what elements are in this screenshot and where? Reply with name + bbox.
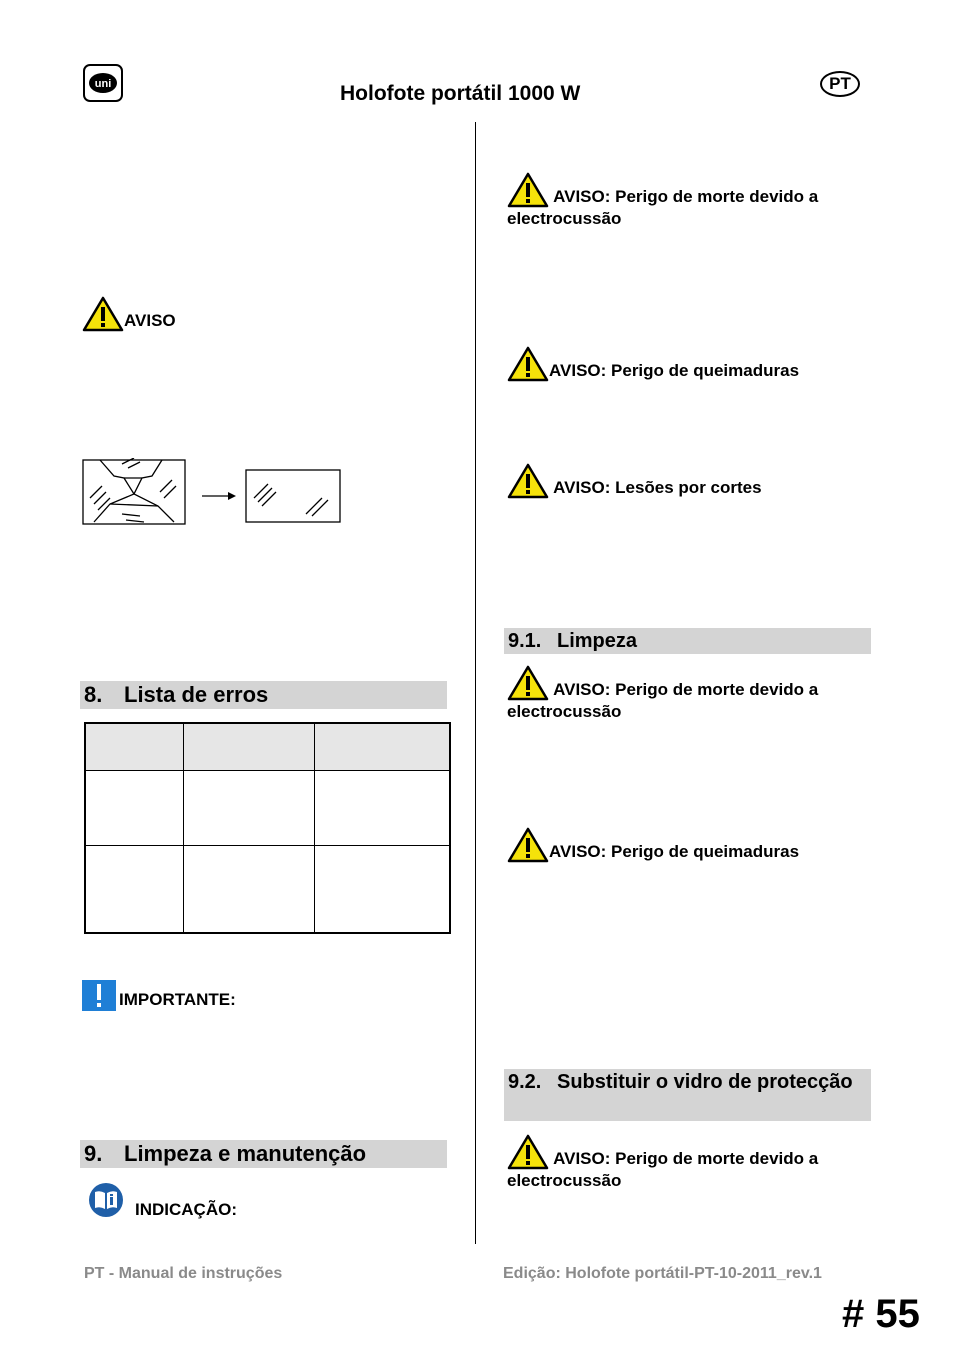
importante-note	[82, 980, 236, 1011]
warning-electrocution-2	[507, 665, 867, 723]
logo-mark-icon	[88, 72, 118, 94]
warning-burns-2	[507, 827, 799, 863]
table-cell	[184, 771, 315, 846]
warning-triangle-icon	[507, 827, 549, 863]
section-8-heading	[80, 681, 447, 709]
warning-burns-1-text: AVISO: Perigo de queimaduras	[549, 361, 800, 380]
section-9-1-title: Limpeza	[557, 630, 638, 652]
warning-triangle-icon	[507, 346, 549, 382]
manual-info-icon	[88, 1182, 124, 1218]
warning-triangle-icon	[507, 172, 549, 208]
section-9-number: 9.	[84, 1141, 103, 1166]
exclamation-icon	[82, 980, 116, 1011]
table-header-row	[85, 723, 450, 771]
aviso-warning	[82, 296, 176, 332]
warning-burns-1	[507, 346, 799, 382]
table-cell	[315, 771, 451, 846]
warning-cuts-text: AVISO: Lesões por cortes	[553, 478, 762, 497]
table-header-cell	[315, 723, 451, 771]
warning-electrocution-3	[507, 1134, 867, 1192]
svg-text:uni: uni	[94, 78, 112, 90]
error-list-table	[84, 722, 451, 934]
warning-electrocution-2-text: AVISO: Perigo de morte devido a electrocussão	[507, 680, 819, 721]
aviso-label: AVISO	[124, 311, 176, 330]
warning-electrocution-1-text: AVISO: Perigo de morte devido a electrocussão	[507, 187, 819, 228]
page-number: # 55	[842, 1292, 920, 1336]
section-8-title: Lista de erros	[124, 682, 269, 707]
section-9-1-heading	[504, 628, 871, 654]
warning-cuts	[507, 463, 762, 499]
warning-triangle-icon	[82, 296, 124, 332]
table-cell	[85, 771, 184, 846]
warning-triangle-icon	[507, 463, 549, 499]
footer-manual-label: PT - Manual de instruções	[84, 1265, 283, 1282]
table-header-cell	[184, 723, 315, 771]
footer-edition-label: Edição: Holofote portátil-PT-10-2011_rev.1	[503, 1265, 822, 1282]
importante-label: IMPORTANTE:	[119, 990, 236, 1009]
section-9-heading	[80, 1140, 447, 1168]
section-8-number: 8.	[84, 682, 103, 707]
warning-burns-2-text: AVISO: Perigo de queimaduras	[549, 842, 800, 861]
section-9-2-heading	[504, 1069, 871, 1121]
section-9-2-number: 9.2.	[508, 1071, 542, 1093]
table-header-cell	[85, 723, 184, 771]
indicacao-label: INDICAÇÃO:	[135, 1200, 237, 1219]
table-cell	[315, 846, 451, 934]
language-badge: PT	[820, 71, 860, 97]
table-cell	[184, 846, 315, 934]
brand-logo	[83, 64, 123, 102]
table-row	[85, 771, 450, 846]
warning-triangle-icon	[507, 1134, 549, 1170]
warning-triangle-icon	[507, 665, 549, 701]
column-divider	[475, 122, 476, 1244]
broken-glass-illustration	[82, 458, 344, 528]
table-row	[85, 846, 450, 934]
warning-electrocution-1	[507, 172, 867, 230]
section-9-1-number: 9.1.	[508, 630, 542, 652]
section-9-2-title: Substituir o vidro de protecção	[557, 1071, 853, 1093]
document-title: Holofote portátil 1000 W	[340, 82, 581, 105]
warning-electrocution-3-text: AVISO: Perigo de morte devido a electrocussão	[507, 1149, 819, 1190]
table-cell	[85, 846, 184, 934]
section-9-title: Limpeza e manutenção	[124, 1141, 367, 1166]
